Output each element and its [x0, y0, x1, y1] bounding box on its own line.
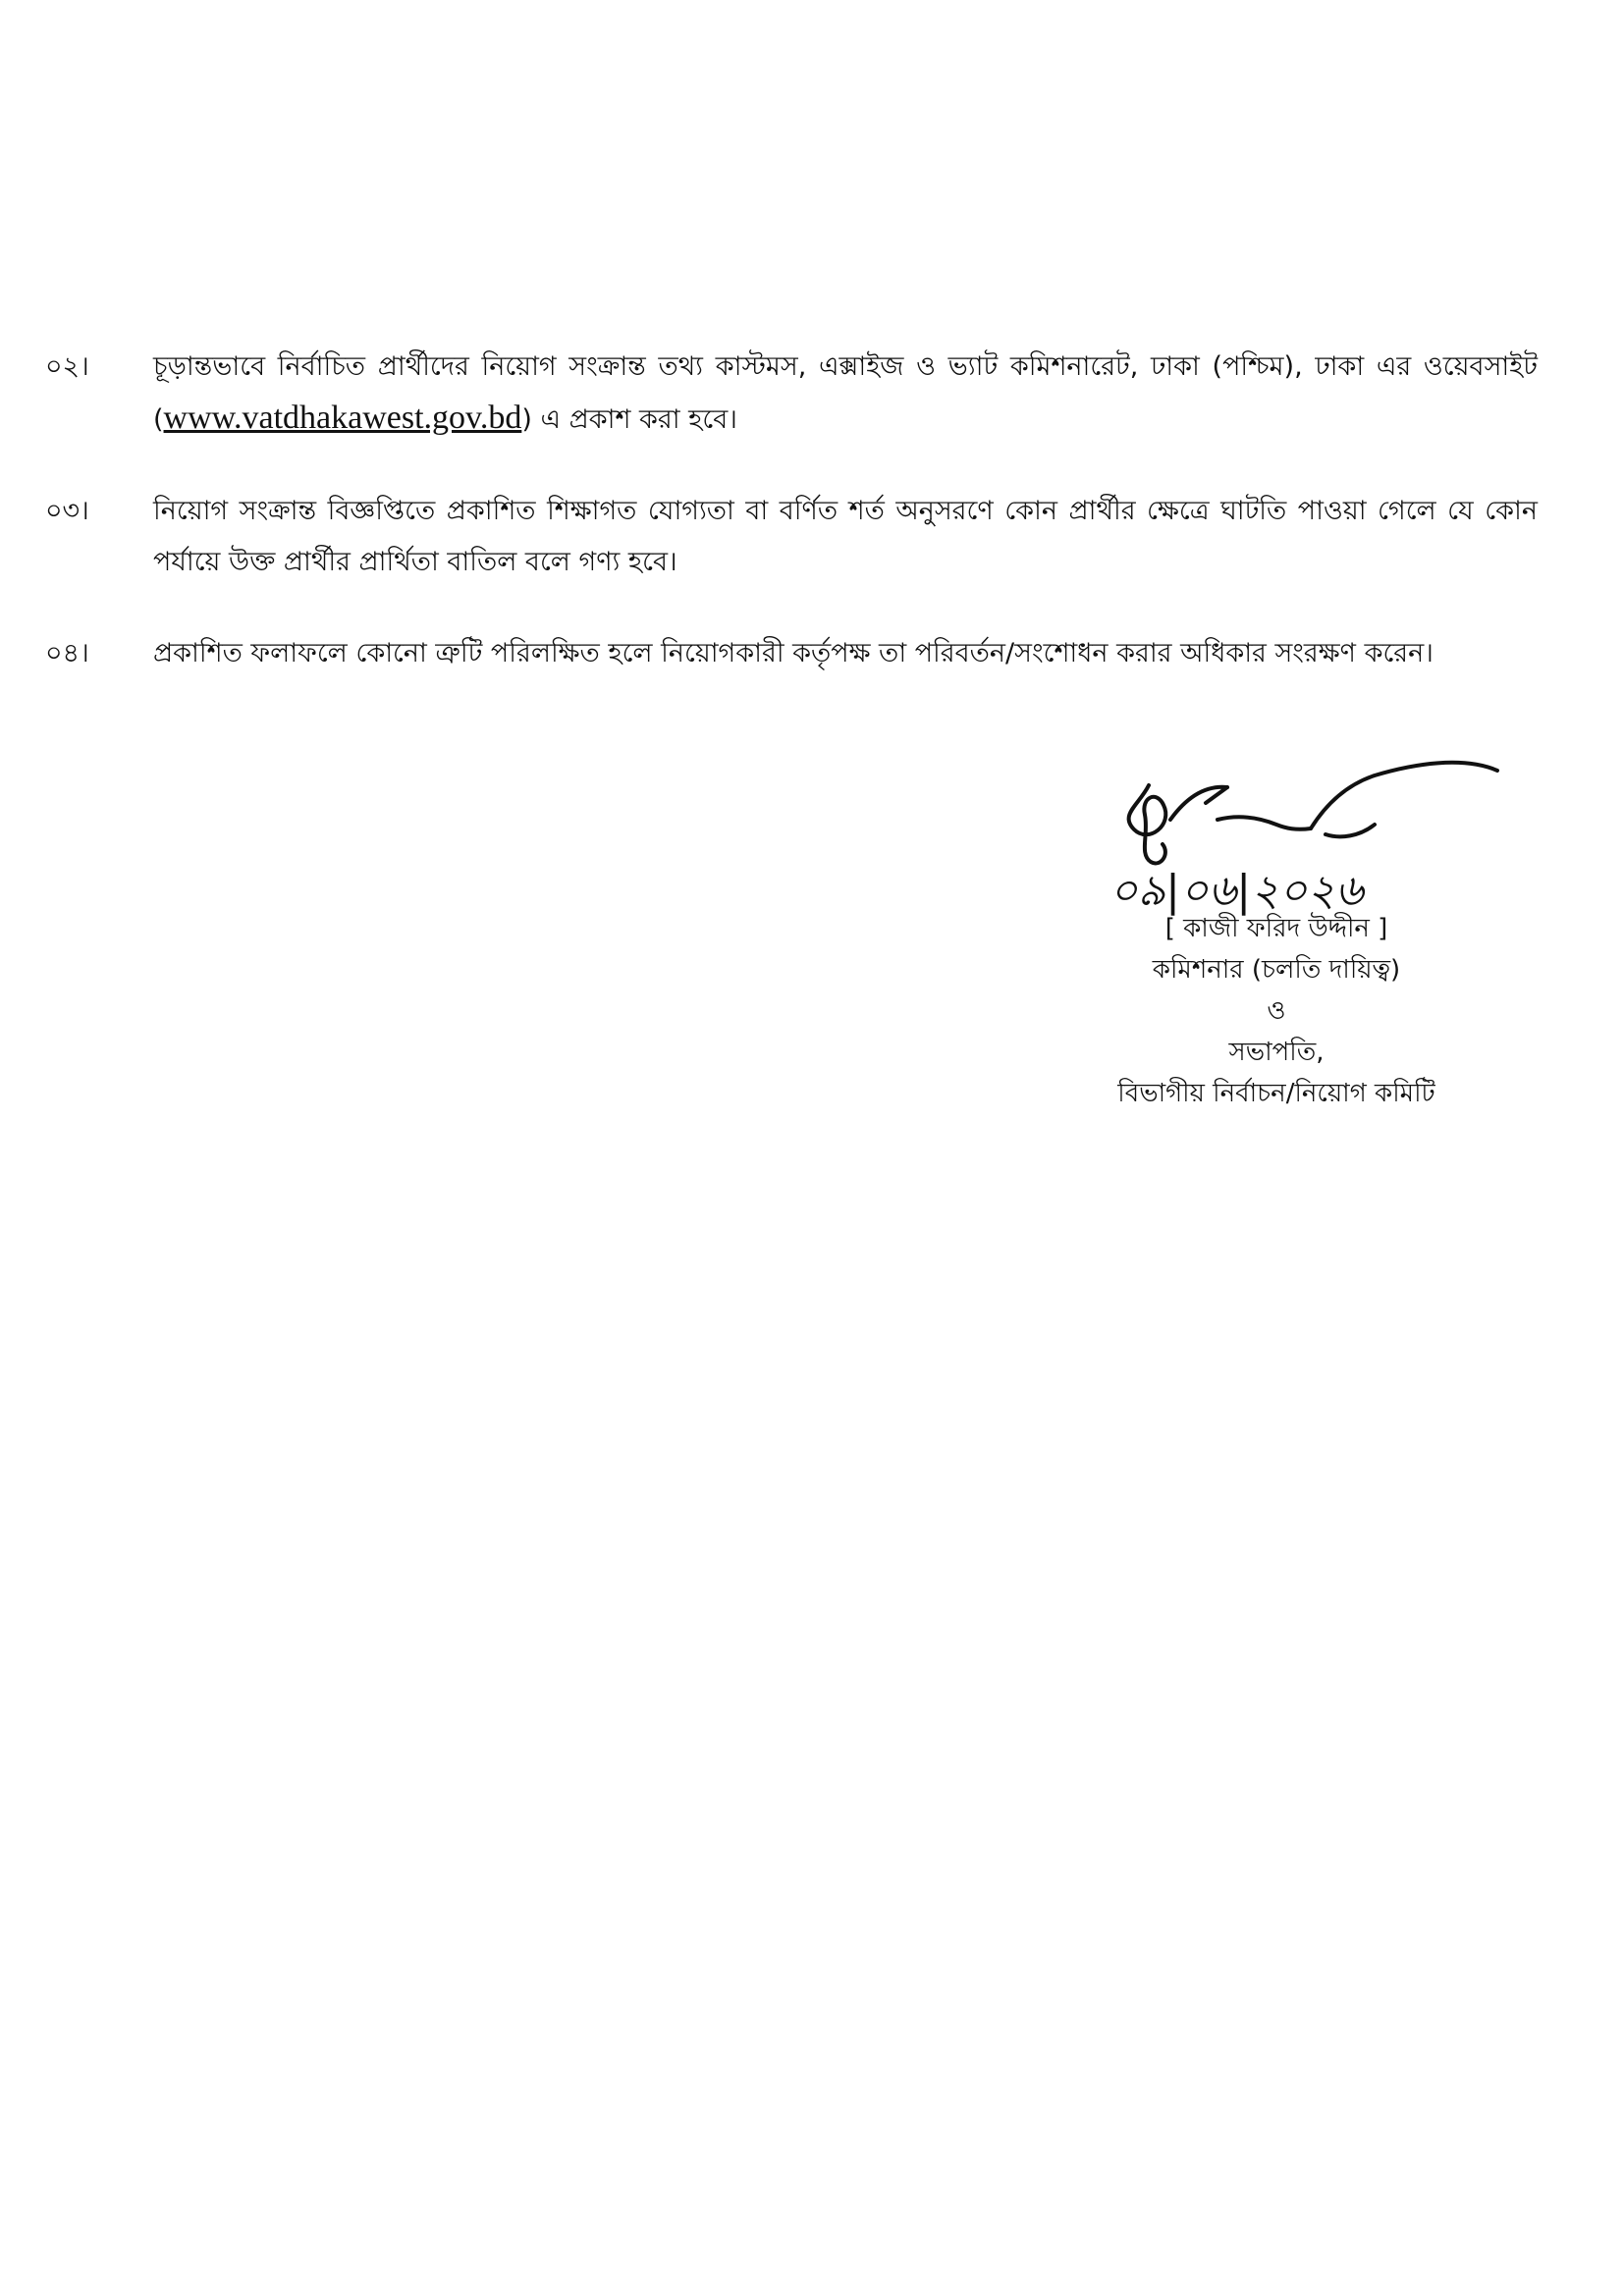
signatory-designation: কমিশনার (চলতি দায়িত্ব) [1152, 955, 1401, 985]
signatory-role: সভাপতি, [1228, 1038, 1325, 1067]
item-number: ০২। [45, 351, 89, 382]
item-number: ০৪। [45, 638, 89, 668]
item-text [153, 342, 1538, 446]
signature-block [1080, 746, 1492, 1139]
item-text-part: চূড়ান্তভাবে নির্বাচিত প্রার্থীদের নিয়োগ সংক্রান্ত তথ্য কাস্টমস, এক্সাইজ ও ভ্যাট কমিশনারেট, ঢাকা (পশ্চিম), ঢাকা এর ওয়েবসাইট ( [153, 351, 1538, 435]
item-text: প্রকাশিত ফলাফলে কোনো ত্রুটি পরিলক্ষিত হলে নিয়োগকারী কর্তৃপক্ষ তা পরিবর্তন/সংশোধন করার অধিকার সংরক্ষণ করেন। [153, 638, 1434, 668]
item-number: ০৩। [45, 496, 89, 526]
item-text-part: ) এ প্রকাশ করা হবে। [521, 404, 737, 435]
signatory-name: [ কাজী ফরিদ উদ্দীন ] [1164, 914, 1388, 943]
handwritten-date: ০৯|০৬|২০২৬ [1109, 866, 1364, 916]
signatory-committee: বিভাগীয় নির্বাচন/নিয়োগ কমিটি [1117, 1079, 1435, 1108]
item-text: নিয়োগ সংক্রান্ত বিজ্ঞপ্তিতে প্রকাশিত শিক্ষাগত যোগ্যতা বা বর্ণিত শর্ত অনুসরণে কোন প্রার্থীর ক্ষেত্রে ঘাটতি পাওয়া গেলে যে কোন পর্যায়ে উক্ত প্রার্থীর প্রার্থিতা বাতিল বলে গণ্য হবে। [153, 496, 1538, 577]
website-link[interactable]: www.vatdhakawest.gov.bd [163, 400, 522, 436]
signatory-conjunction: ও [1267, 996, 1286, 1026]
signatory-details [1080, 908, 1473, 1114]
handwritten-signature [1080, 746, 1512, 923]
